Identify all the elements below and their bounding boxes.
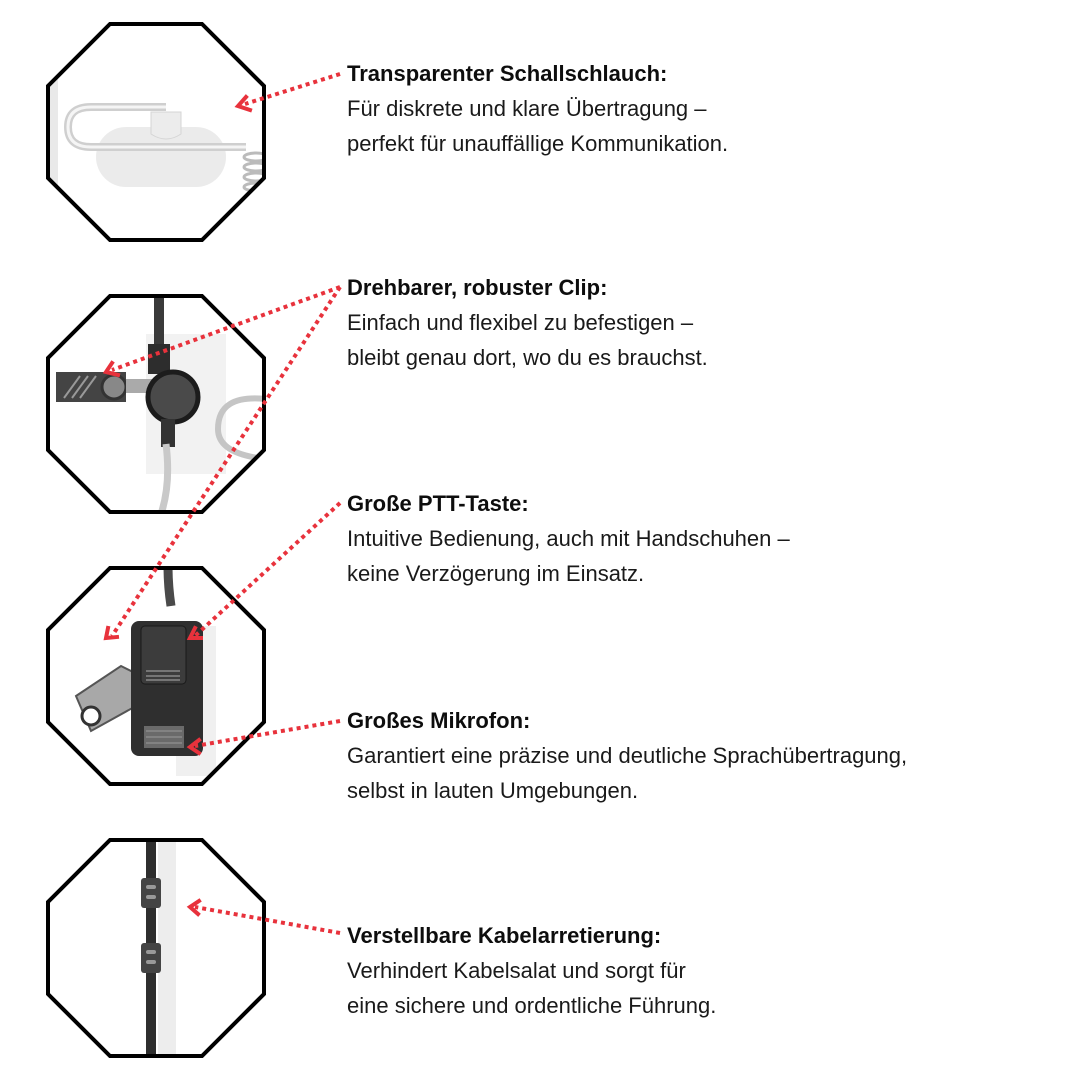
octagon-image-acoustic-tube [46, 22, 266, 242]
acoustic-tube-photo [46, 22, 266, 242]
feature-description-line: Verhindert Kabelsalat und sorgt für [347, 958, 686, 983]
feature-description-line: Intuitive Bedienung, auch mit Handschuhen – [347, 526, 790, 551]
octagon-image-clip [46, 294, 266, 514]
feature-description-line: perfekt für unauffällige Kommunikation. [347, 131, 729, 156]
feature-acoustic-tube [347, 56, 728, 161]
feature-title: Transparenter Schallschlauch: [347, 61, 668, 86]
feature-description-line: Einfach und flexibel zu befestigen – [347, 310, 694, 335]
feature-title: Verstellbare Kabelarretierung: [347, 923, 662, 948]
feature-description-line: keine Verzögerung im Einsatz. [347, 561, 645, 586]
feature-description-line: Für diskrete und klare Übertragung – [347, 96, 707, 121]
feature-description-line: Garantiert eine präzise und deutliche Sprachübertragung, [347, 743, 908, 768]
feature-title: Großes Mikrofon: [347, 708, 531, 733]
feature-title: Drehbarer, robuster Clip: [347, 275, 608, 300]
octagon-image-ptt-microphone [46, 566, 266, 786]
feature-microphone [347, 703, 907, 808]
feature-title: Große PTT-Taste: [347, 491, 529, 516]
rotating-clip-photo [46, 294, 266, 514]
feature-clip [347, 270, 708, 375]
cable-lock-photo [46, 838, 266, 1058]
octagon-image-cable-lock [46, 838, 266, 1058]
feature-cable-lock [347, 918, 716, 1023]
feature-description-line: selbst in lauten Umgebungen. [347, 778, 639, 803]
feature-ptt-button [347, 486, 790, 591]
feature-description-line: bleibt genau dort, wo du es brauchst. [347, 345, 708, 370]
ptt-microphone-photo [46, 566, 266, 786]
feature-description-line: eine sichere und ordentliche Führung. [347, 993, 717, 1018]
